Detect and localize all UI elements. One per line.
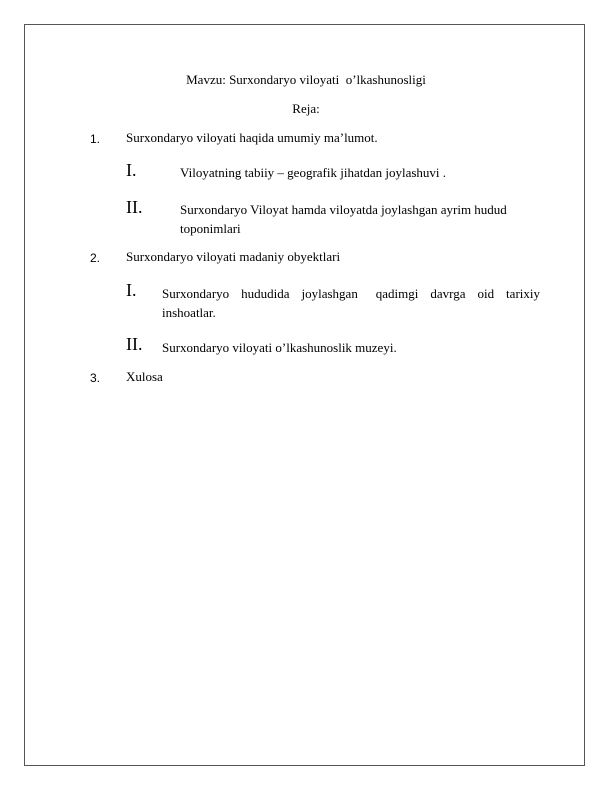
- subitem-line: Surxondaryo Viloyat hamda viloyatda joylashgan ayrim hudud: [180, 202, 507, 217]
- item-text: Surxondaryo viloyati haqida umumiy ma’lumot.: [126, 130, 378, 145]
- roman-numeral: II.: [126, 334, 143, 354]
- plan-heading: Reja:: [292, 101, 320, 116]
- item-number: 3.: [90, 371, 101, 385]
- subitem-text: Surxondaryo viloyati o’lkashunoslik muzeyi.: [162, 340, 397, 355]
- subitem-text: [162, 284, 540, 322]
- subitem-line: Surxondaryo hududida joylashgan qadimgi davrga oid tarixiy: [162, 286, 540, 301]
- item-number: 1.: [90, 132, 101, 146]
- item-number: 2.: [90, 251, 101, 265]
- item-text: Surxondaryo viloyati madaniy obyektlari: [126, 249, 341, 264]
- subitem-text: [180, 200, 540, 238]
- roman-numeral: II.: [126, 197, 143, 217]
- subitem-line: toponimlari: [180, 221, 241, 236]
- roman-numeral: I.: [126, 160, 137, 180]
- item-text: Xulosa: [126, 369, 163, 384]
- subitem-line: inshoatlar.: [162, 305, 216, 320]
- document-title: Mavzu: Surxondaryo viloyati o’lkashunosligi: [186, 72, 426, 87]
- roman-numeral: I.: [126, 280, 137, 300]
- subitem-text: Viloyatning tabiiy – geografik jihatdan joylashuvi .: [180, 165, 447, 180]
